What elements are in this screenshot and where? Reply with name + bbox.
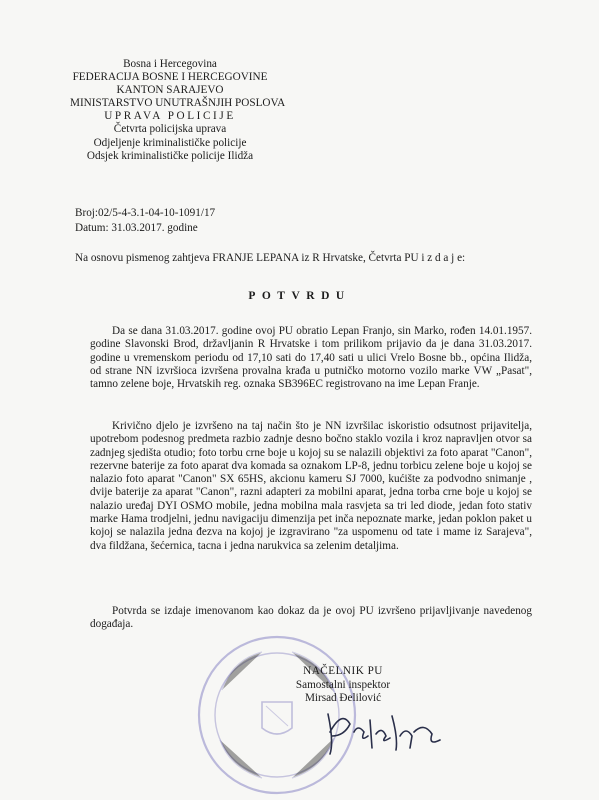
letterhead-line-ministry: MINISTARSTVO UNUTRAŠNJIH POSLOVA: [70, 97, 286, 110]
letterhead-line-country: Bosna i Hercegovina: [123, 58, 217, 70]
paragraph-details-text: Krivično djelo je izvršeno na taj način što je NN izvršilac iskoristio odsutnost prijavitelja, upotrebom podesnog predmeta razbio zadnje desno bočno staklo vozila i kroz napravljen otvor sa zadnjeg sjedišta otudio; foto torbu crne boje u kojoj su se nalazili objektivi za foto aparat "Canon", rezervne baterije za foto aparat dva komada sa oznakom LP-8, jednu torbicu zelene boje u kojoj se nalazio foto aparat "Canon" SX 65HS, akcionu kameru SJ 7000, kućište za podvodno snimanje , dvije baterije za aparat "Canon", razni adapteri za mobilni aparat, jedna torba crne boje u kojoj se nalazio uređaj DYI OSMO mobile, jedna mobilna mala rasvjeta sa tri led diode, jedan foto stativ marke Hama trodjelni, jednu navigaciju dimenzija pet inča nepoznate marke, jedan poklon paket u kojoj se nalazila jedna đezva na kojoj je izgravirano "za uspomenu od tate i mame iz Sarajeva", dva fildžana, šećernica, tacna i jedna narukvica sa zelenim detaljima.: [90, 420, 532, 552]
document-date: Datum: 31.03.2017. godine: [75, 222, 198, 234]
letterhead: [70, 58, 286, 163]
letterhead-line-section: Odsjek kriminalističke policije Ilidža: [86, 149, 254, 162]
letterhead-line-department: Odjeljenje kriminalističke policije: [93, 136, 247, 149]
paragraph-details: [90, 420, 532, 553]
document-title: POTVRDU: [248, 290, 351, 302]
signature-name: Mirsad Đelilović: [304, 692, 382, 705]
signature-role: Samostalni inspektor: [295, 678, 391, 691]
letterhead-line-canton: KANTON SARAJEVO: [116, 84, 224, 97]
document-number: Broj:02/5-4-3.1-04-10-1091/17: [75, 207, 216, 219]
intro-sentence: Na osnovu pismenog zahtjeva FRANJE LEPANA iz R Hrvatske, Četvrta PU i z d a j e:: [75, 252, 466, 264]
signature-title: NAČELNIK PU: [303, 665, 383, 677]
signature-block: [288, 665, 398, 706]
handwritten-signature: [320, 702, 450, 762]
paragraph-purpose: [90, 605, 532, 632]
paragraph-report-text: Da se dana 31.03.2017. godine ovoj PU obratio Lepan Franjo, sin Marko, rođen 14.01.1957. godine Slavonski Brod, državljanin R Hrvatske i tom prilikom prijavio da je dana 31.03.2017. godine u vremenskom periodu od 17,10 sati do 17,40 sati u ulici Vrelo Bosne bb., općina Ilidža, od strane NN izvršioca izvršena provalna krađa u putničko motorno vozilo marke VW „Pasat", tamno zelene boje, Hrvatskih reg. oznaka SB396EC registrovano na ime Lepan Franje.: [90, 325, 532, 391]
letterhead-line-administration: UPRAVA POLICIJE: [104, 110, 236, 123]
paragraph-purpose-text: Potvrda se izdaje imenovanom kao dokaz da je ovoj PU izvršeno prijavljivanje navedenog događaja.: [90, 605, 532, 631]
letterhead-line-police-unit: Četvrta policijska uprava: [113, 123, 227, 136]
paragraph-report: [90, 325, 532, 391]
letterhead-line-federation: FEDERACIJA BOSNE I HERCEGOVINE: [72, 71, 268, 84]
